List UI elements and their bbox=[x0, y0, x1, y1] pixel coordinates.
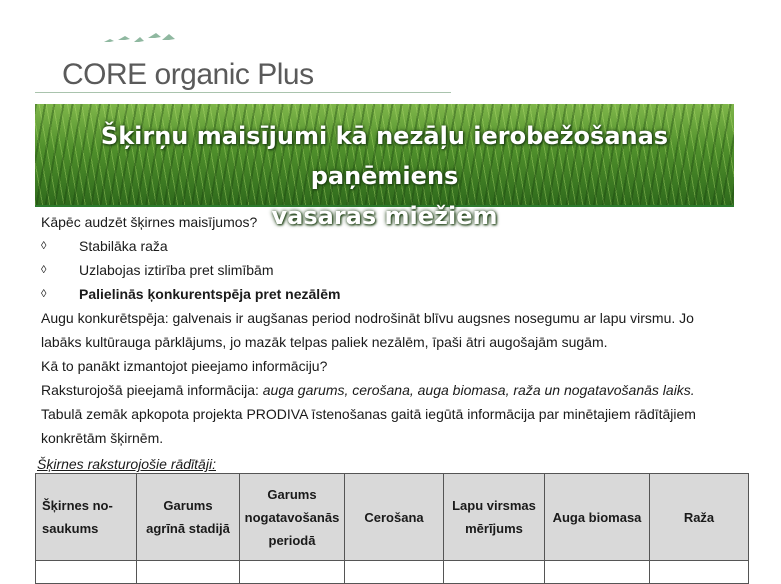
header-variety-name: Šķirnes no- saukums bbox=[36, 474, 137, 561]
diamond-bullet-icon: ◊ bbox=[41, 264, 47, 276]
logo-divider bbox=[35, 92, 451, 93]
bullet-item: ◊ Palielinās ķonkurentspēja pret nezālēm bbox=[41, 282, 741, 306]
document-body bbox=[41, 210, 741, 450]
diamond-bullet-icon: ◊ bbox=[41, 288, 47, 300]
header-yield: Raža bbox=[650, 474, 749, 561]
diamond-bullet-icon: ◊ bbox=[41, 240, 47, 252]
paragraph: Augu konkurētspēja: galvenais ir augšanas period nodrošināt blīvu augsnes nosegumu ar lapu virsmu. Jo bbox=[41, 310, 694, 326]
question-text: Kāpēc audzēt šķirnes maisījumos? bbox=[41, 214, 258, 230]
table-row bbox=[36, 561, 749, 584]
paragraph: konkrētām šķirnēm. bbox=[41, 430, 164, 446]
paragraph: Tabulā zemāk apkopota projekta PRODIVA īstenošanas gaitā iegūtā informācija par minētajiem rādītājiem bbox=[41, 406, 696, 422]
header-tillering: Cerošana bbox=[345, 474, 444, 561]
header-height-early: Garums agrīnā stadijā bbox=[137, 474, 240, 561]
header-leaf-area: Lapu virsmas mērījums bbox=[444, 474, 545, 561]
table-caption: Šķirnes raksturojošie rādītāji: bbox=[37, 456, 216, 472]
varieties-table bbox=[35, 473, 749, 584]
logo-text: CORE organic Plus bbox=[62, 58, 314, 91]
bullet-item: ◊ Stabilāka raža bbox=[41, 234, 741, 258]
title-line-1: Šķirņu maisījumi kā nezāļu ierobežošanas paņēmiens bbox=[100, 122, 669, 190]
title-line-2: vasaras miežiem bbox=[271, 202, 498, 230]
header-height-maturity: Garums nogatavošanās periodā bbox=[240, 474, 345, 561]
bullet-item: ◊ Uzlabojas iztirība pret slimībām bbox=[41, 258, 741, 282]
birds-logo-icon bbox=[100, 30, 180, 52]
paragraph: labāks kultūrauga pārklājums, jo mazāk telpas paliek nezālēm, īpaši ātri augošajām sugām. bbox=[41, 334, 608, 350]
header-biomass: Auga biomasa bbox=[545, 474, 650, 561]
table-header-row bbox=[36, 474, 749, 561]
paragraph: Raksturojošā pieejamā informācija: auga garums, cerošana, auga biomasa, raža un nogatavošanās laiks. bbox=[41, 382, 695, 398]
paragraph: Kā to panākt izmantojot pieejamo informāciju? bbox=[41, 358, 328, 374]
